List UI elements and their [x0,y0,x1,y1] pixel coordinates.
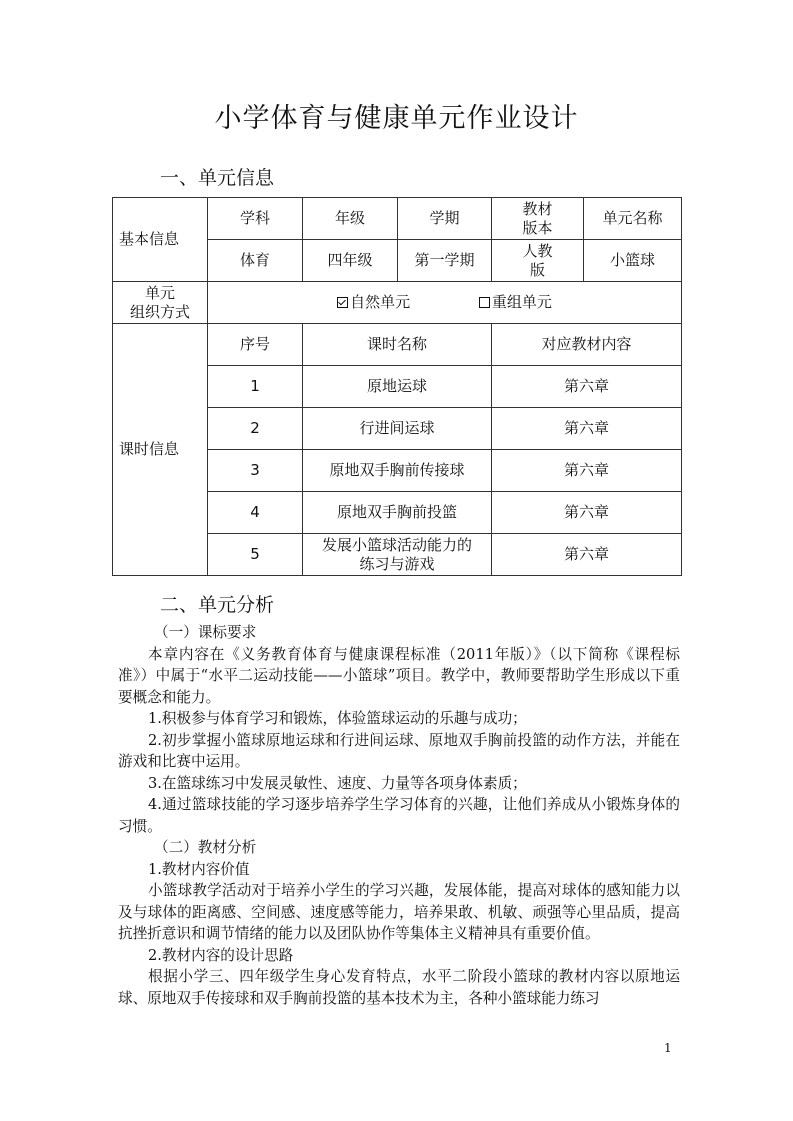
list-item: 3.在篮球练习中发展灵敏性、速度、力量等各项身体素质； [148,774,527,792]
lesson-content: 第六章 [492,408,682,450]
lesson-name-line2: 练习与游戏 [359,554,435,573]
lesson-info-label: 课时信息 [113,324,208,576]
org-option-regroup[interactable] [479,293,552,312]
org-label-line2: 组织方式 [129,302,190,321]
lesson-no: 1 [208,366,303,408]
lesson-name [303,534,492,576]
document-title: 小学体育与健康单元作业设计 [214,103,579,134]
list-item: 2.初步掌握小篮球原地运球和行进间运球、原地双手胸前投篮的动作方法，并能在游戏和比赛中运用。 [118,731,680,770]
page-number: 1 [664,1041,672,1055]
lesson-name-line1: 发展小篮球活动能力的 [321,535,472,554]
analysis-body [118,622,680,1009]
lesson-no: 4 [208,492,303,534]
header-edition-line1: 教材 [522,199,553,218]
value-subject: 体育 [208,240,303,282]
unit-info-table [112,197,682,576]
lesson-content: 第六章 [492,450,682,492]
lesson-no: 2 [208,408,303,450]
value-edition-line1: 人教 [522,241,553,260]
lesson-name: 行进间运球 [303,408,492,450]
header-edition [492,198,584,240]
header-content: 对应教材内容 [492,324,682,366]
lesson-no: 3 [208,450,303,492]
value-edition [492,240,584,282]
header-unit-name: 单元名称 [584,198,682,240]
lesson-name: 原地双手胸前投篮 [303,492,492,534]
paragraph-design-idea: 根据小学三、四年级学生身心发育特点，水平二阶段小篮球的教材内容以原地运球、原地双手传接球和双手胸前投篮的基本技术为主，各种小篮球能力练习 [118,968,680,1007]
org-option-natural-label: 自然单元 [350,293,411,311]
header-no: 序号 [208,324,303,366]
lesson-name: 原地运球 [303,366,492,408]
list-item: 1.积极参与体育学习和锻炼，体验篮球运动的乐趣与成功； [148,710,527,727]
value-edition-line2: 版 [529,260,545,279]
section-heading-unit-info: 一、单元信息 [160,167,275,189]
lesson-content: 第六章 [492,366,682,408]
unchecked-checkbox-icon[interactable] [479,297,490,308]
subheading-design-idea: 2.教材内容的设计思路 [148,946,294,964]
header-subject: 学科 [208,198,303,240]
value-grade: 四年级 [303,240,398,282]
value-term: 第一学期 [398,240,492,282]
header-lesson-name: 课时名称 [303,324,492,366]
basic-info-label: 基本信息 [113,198,208,282]
header-edition-line2: 版本 [522,218,553,237]
org-option-regroup-label: 重组单元 [491,293,552,311]
lesson-content: 第六章 [492,534,682,576]
subheading-material-value: 1.教材内容价值 [148,860,250,878]
lesson-no: 5 [208,534,303,576]
value-unit-name: 小篮球 [584,240,682,282]
list-item: 4.通过篮球技能的学习逐步培养学生学习体育的兴趣，让他们养成从小锻炼身体的习惯。 [118,796,680,835]
org-label [113,282,208,324]
org-label-line1: 单元 [144,283,175,302]
paragraph-curriculum: 本章内容在《义务教育体育与健康课程标准（2011年版）》（以下简称《课程标准》）中属于“水平二运动技能——小篮球”项目。教学中，教师要帮助学生形成以下重要概念和能力。 [118,645,680,706]
org-option-natural[interactable] [337,293,410,312]
subheading-material: （二）教材分析 [154,839,257,856]
lesson-name: 原地双手胸前传接球 [303,450,492,492]
org-options [208,282,682,324]
section-heading-unit-analysis: 二、单元分析 [160,594,275,616]
checked-checkbox-icon[interactable] [337,297,348,308]
header-grade: 年级 [303,198,398,240]
paragraph-material-value: 小篮球教学活动对于培养小学生的学习兴趣，发展体能，提高对球体的感知能力以及与球体的距离感、空间感、速度感等能力，培养果敢、机敏、顽强等心里品质，提高抗挫折意识和调节情绪的能力以及团队协作等集体主义精神具有重要价值。 [118,882,680,942]
lesson-content: 第六章 [492,492,682,534]
header-term: 学期 [398,198,492,240]
subheading-curriculum: （一）课标要求 [154,624,257,641]
